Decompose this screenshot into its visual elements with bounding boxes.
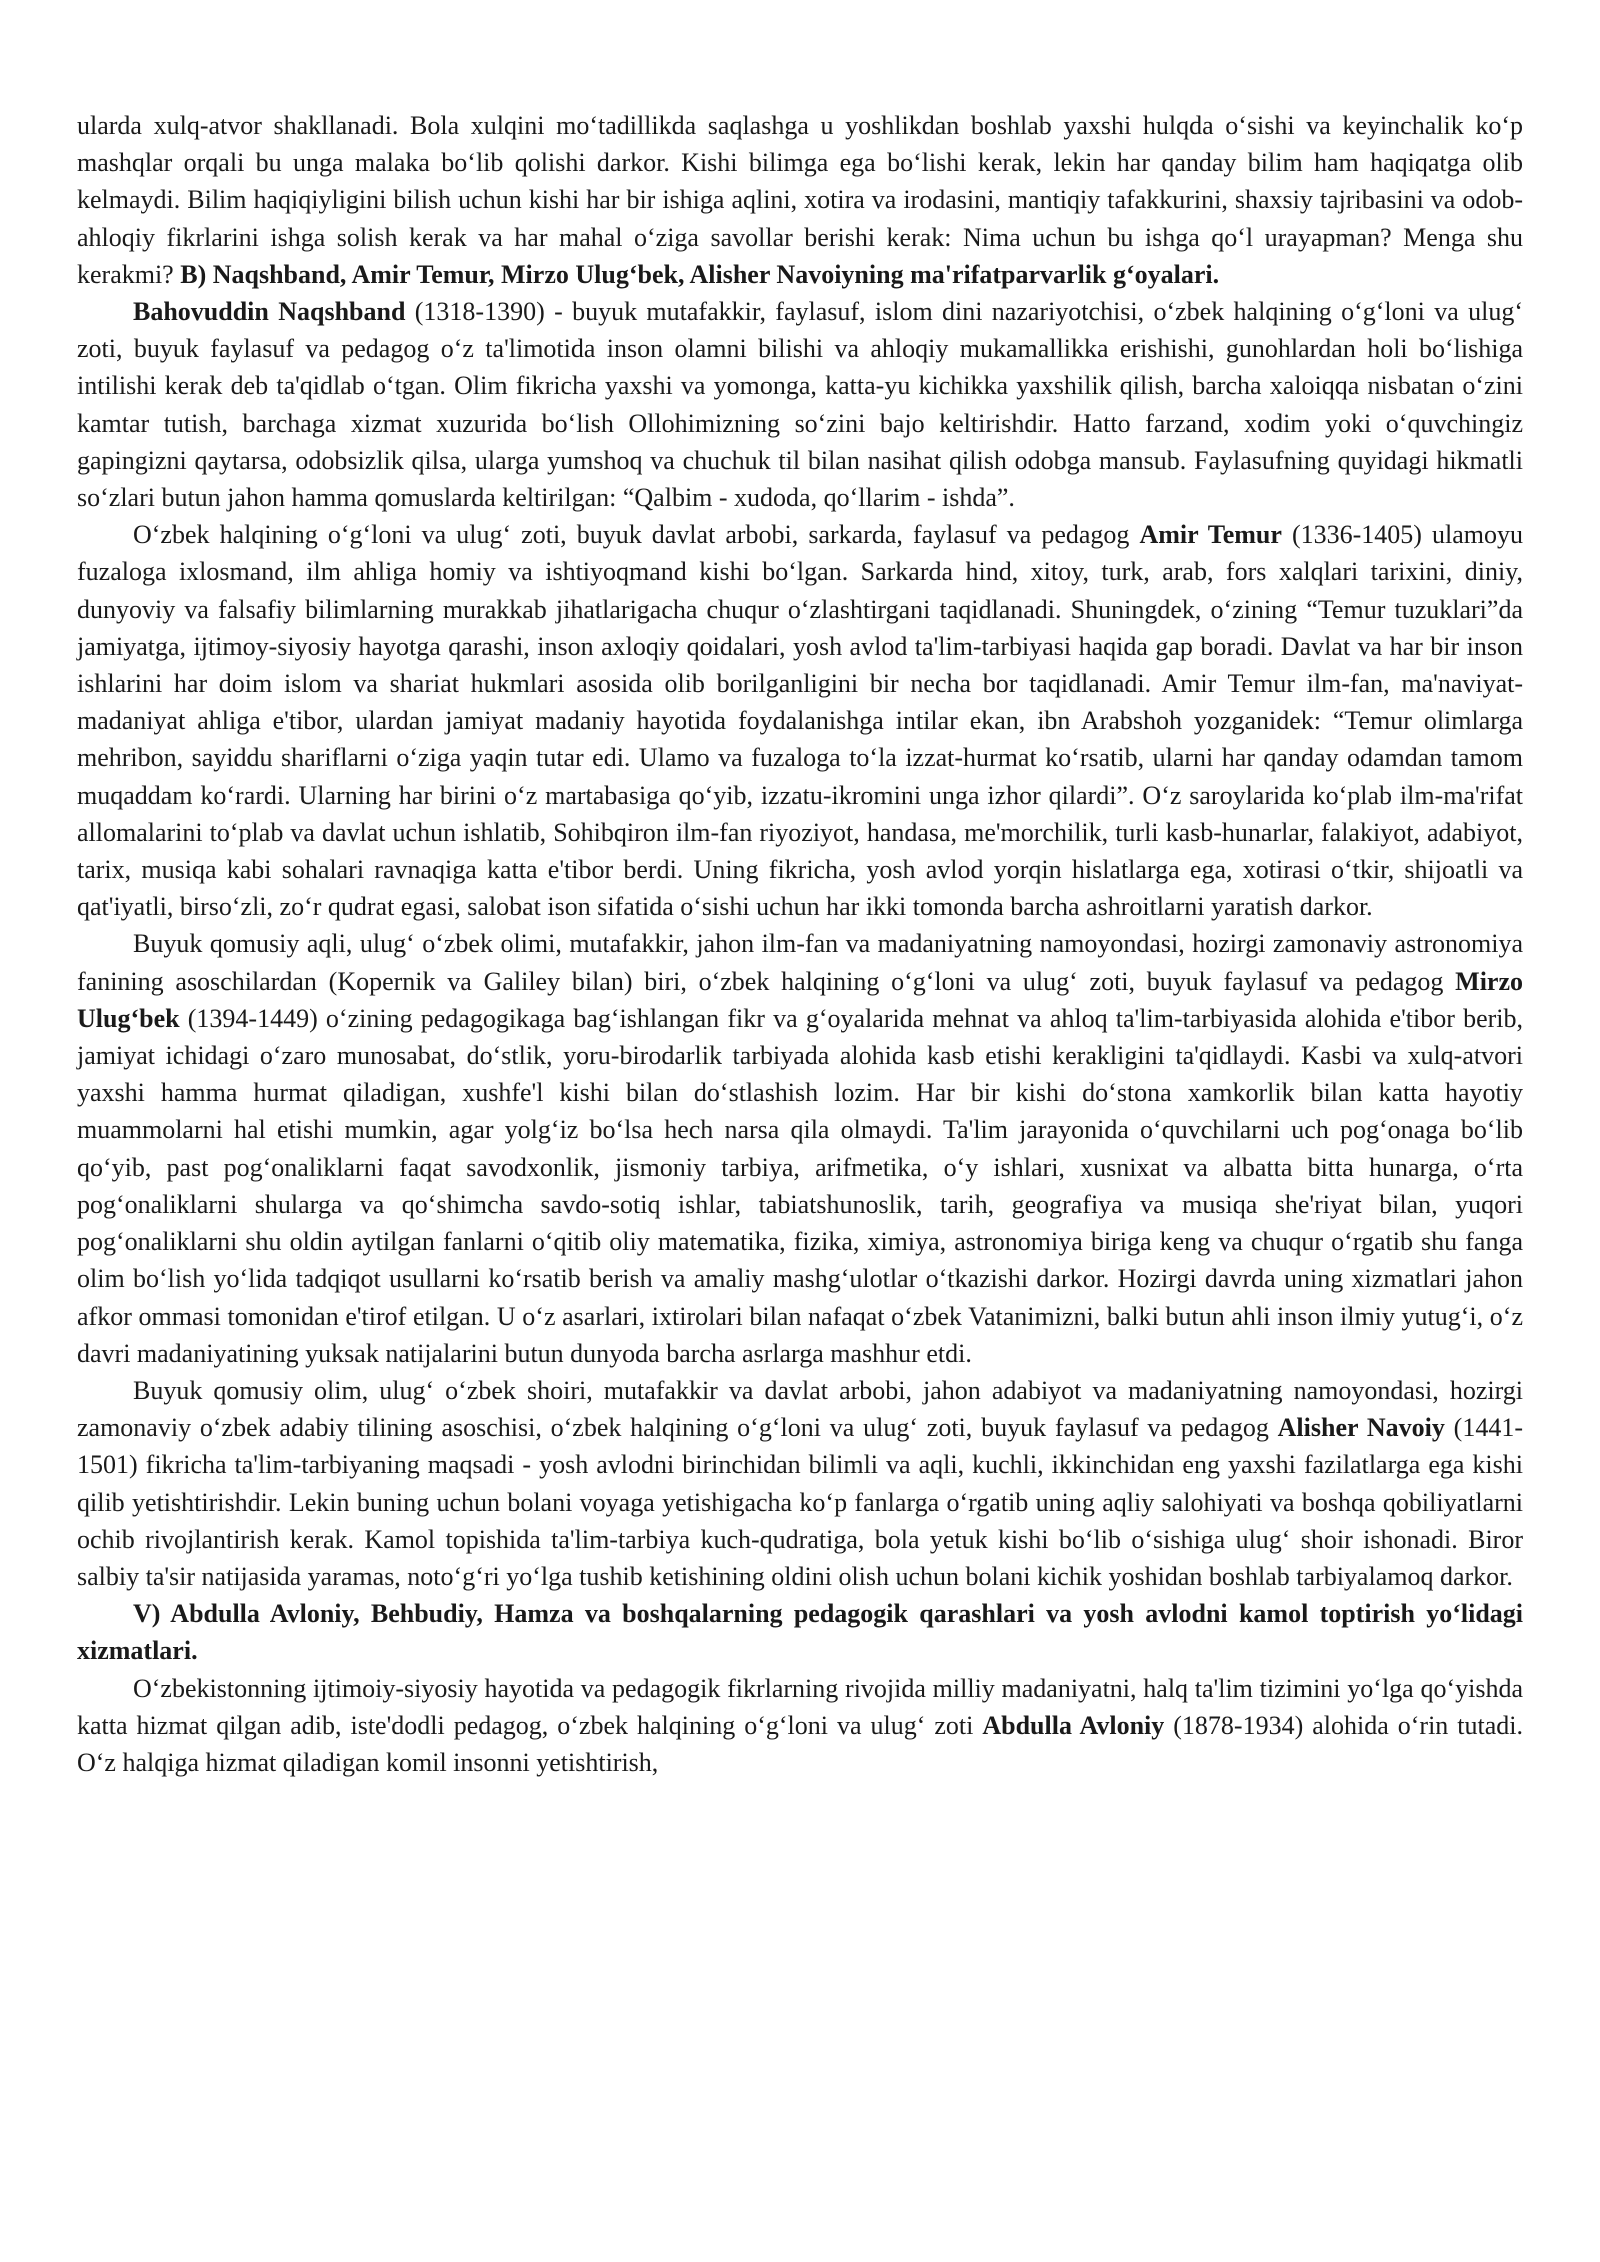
text-run: (1336-1405) ulamoyu fuzaloga ixlosmand, ilm ahliga homiy va ishtiyoqmand kishi bo‘lgan. Sarkarda hind, xitoy, turk, arab, fors xalqlari tarixini, diniy, dunyoviy va falsafiy bilimlarning murakkab jihatlarigacha chuqur o‘zlashtirgani taqidlanadi. Shuningdek, o‘zining “Temur tuzuklari”da jamiyatga, ijtimoy-siyosiy hayotga qarashi, inson axloqiy qoidalari, yosh avlod ta'lim-tarbiyasi haqida gap boradi. Davlat va har bir inson ishlarini har doim islom va shariat hukmlari asosida olib borilganligini bir necha bor taqidlanadi. Amir Temur ilm-fan, ma'naviyat-madaniyat ahliga e'tibor, ulardan jamiyat madaniy hayotida foydalanishga intilar ekan, ibn Arabshoh yozganidek: “Temur olimlarga mehribon, sayiddu shariflarni o‘ziga yaqin tutar edi. Ulamo va fuzaloga to‘la izzat-hurmat ko‘rsatib, ularni har qanday odamdan tamom muqaddam ko‘rardi. Ularning har birini o‘z martabasiga qo‘yib, izzatu-ikromini unga izhor qilardi”. O‘z saroylarida ko‘plab ilm-ma'rifat allomalarini to‘plab va davlat uchun ishlatib, Sohibqiron ilm-fan riyoziyot, handasa, me'morchilik, turli kasb-hunarlar, falakiyot, adabiyot, tarix, musiqa kabi sohalari ravnaqiga katta e'tibor berdi. Uning fikricha, yosh avlod yorqin hislatlarga ega, xotirasi o‘tkir, shijoatli va qat'iyatli, birso‘zli, zo‘r qudrat egasi, salobat ison sifatida o‘sishi uchun har ikki tomonda barcha ashroitlarni yaratish darkor. (77, 520, 1523, 922)
name-abdulla-avloniy: Abdulla Avloniy (982, 1710, 1165, 1740)
paragraph-navoiy (77, 1372, 1523, 1595)
paragraph-avloniy (77, 1670, 1523, 1782)
section-heading-v (77, 1595, 1523, 1669)
text-run: O‘zbekistonning ijtimoiy-siyosiy hayotida va pedagogik fikrlarning rivojida milliy madaniyatni, halq ta'lim tizimini yo‘lga qo‘yishda katta hizmat qilgan adib, iste'dodli pedagog, o‘zbek halqining o‘g‘loni va ulug‘ zoti (77, 1673, 1523, 1740)
document-page (77, 107, 1523, 1781)
name-amir-temur: Amir Temur (1139, 520, 1282, 550)
name-mirzo-ulugbek: Mirzo Ulug‘bek (77, 966, 1523, 1033)
text-run: O‘zbek halqining o‘g‘loni va ulug‘ zoti, buyuk davlat arbobi, sarkarda, faylasuf va pedagog (133, 520, 1140, 550)
section-heading-b: B) Naqshband, Amir Temur, Mirzo Ulug‘bek, Alisher Navoiyning ma'rifatparvarlik g‘oyalari. (180, 259, 1220, 289)
name-naqshband: Bahovuddin Naqshband (133, 297, 406, 327)
heading-text: V) Abdulla Avloniy, Behbudiy, Hamza va boshqalarning pedagogik qarashlari va yosh avlodni kamol toptirish yo‘lidagi xizmatlari. (77, 1599, 1523, 1666)
text-run: Buyuk qomusiy olim, ulug‘ o‘zbek shoiri, mutafakkir va davlat arbobi, jahon adabiyot va madaniyatning namoyondasi, hozirgi zamonaviy o‘zbek adabiy tilining asoschisi, o‘zbek halqining o‘g‘loni va ulug‘ zoti, buyuk faylasuf va pedagog (77, 1375, 1523, 1443)
paragraph-naqshband (77, 293, 1523, 516)
paragraph-ulugbek (77, 925, 1523, 1371)
text-run: Buyuk qomusiy aqli, ulug‘ o‘zbek olimi, mutafakkir, jahon ilm-fan va madaniyatning namoyondasi, hozirgi zamonaviy astronomiya fanining asoschilardan (Kopernik va Galiley bilan) biri, o‘zbek halqining o‘g‘loni va ulug‘ zoti, buyuk faylasuf va pedagog (77, 929, 1523, 996)
text-run: ularda xulq-atvor shakllanadi. Bola xulqini mo‘tadillikda saqlashga u yoshlikdan boshlab yaxshi hulqda o‘sishi va keyinchalik ko‘p mashqlar orqali bu unga malaka bo‘lib qolishi darkor. Kishi bilimga ega bo‘lishi kerak, lekin har qanday bilim ham haqiqatga olib kelmaydi. Bilim haqiqiyligini bilish uchun kishi har bir ishiga aqlini, xotira va irodasini, mantiqiy tafakkurini, shaxsiy tajribasini va odob-ahloqiy fikrlarini ishga solish kerak va har mahal o‘ziga savollar berishi kerak: Nima uchun bu ishga qo‘l urayapman? Menga shu kerakmi? (77, 111, 1523, 289)
name-alisher-navoiy: Alisher Navoiy (1277, 1413, 1445, 1443)
text-run: (1394-1449) o‘zining pedagogikaga bag‘ishlangan fikr va g‘oyalarida mehnat va ahloq ta'lim-tarbiyasida alohida e'tibor berib, jamiyat ichidagi o‘zaro munosabat, do‘stlik, yoru-birodarlik tarbiyada alohida kasb etishi kerakligini ta'qidlaydi. Kasbi va xulq-atvori yaxshi hamma hurmat qiladigan, xushfe'l kishi bilan do‘stlashish lozim. Har bir kishi do‘stona xamkorlik bilan katta hayotiy muammolarni hal etishi mumkin, agar yolg‘iz bo‘lsa hech narsa qila olmaydi. Ta'lim jarayonida o‘quvchilarni uch pog‘onaga bo‘lib qo‘yib, past pog‘onaliklarni faqat savodxonlik, jismoniy tarbiya, arifmetika, o‘y ishlari, xusnixat va albatta bitta hunarga, o‘rta pog‘onaliklarni shularga va qo‘shimcha savdo-sotiq ishlar, tabiatshunoslik, tarih, geografiya va musiqa she'riyat bilan, yuqori pog‘onaliklarni shu oldin aytilgan fanlarni o‘qitib oliy matematika, fizika, ximiya, astronomiya biriga keng va chuqur o‘rgatib shu fanga olim bo‘lish yo‘lida tadqiqot usullarni ko‘rsatib berish va amaliy mashg‘ulotlar o‘tkazishi darkor. Hozirgi davrda uning xizmatlari jahon afkor ommasi tomonidan e'tirof etilgan. U o‘z asarlari, ixtirolari bilan nafaqat o‘zbek Vatanimizni, balki butun ahli inson ilmiy yutug‘i, o‘z davri madaniyatining yuksak natijalarini butun dunyoda barcha asrlarga mashhur etdi. (77, 1003, 1523, 1368)
paragraph-intro (77, 107, 1523, 293)
text-run: (1441-1501) fikricha ta'lim-tarbiyaning maqsadi - yosh avlodni birinchidan bilimli va aqli, kuchli, ikkinchidan eng yaxshi fazilatlarga ega kishi qilib yetishtirishdir. Lekin buning uchun bolani voyaga yetishigacha ko‘p fanlarga o‘rgatib uning aqliy salohiyati va boshqa qobiliyatlarni ochib rivojlantirish kerak. Kamol topishida ta'lim-tarbiya kuch-qudratiga, bola yetuk kishi bo‘lib o‘sishiga ulug‘ shoir ishonadi. Biror salbiy ta'sir natijasida yaramas, noto‘g‘ri yo‘lga tushib ketishining oldini olish uchun bolani kichik yoshidan boshlab tarbiyalamoq darkor. (77, 1413, 1523, 1591)
paragraph-amir-temur (77, 516, 1523, 925)
text-run: (1878-1934) alohida o‘rin tutadi. O‘z halqiga hizmat qiladigan komil insonni yetishtirish, (77, 1710, 1523, 1777)
text-run: (1318-1390) - buyuk mutafakkir, faylasuf, islom dini nazariyotchisi, o‘zbek halqining o‘g‘loni va ulug‘ zoti, buyuk faylasuf va pedagog o‘z ta'limotida inson olamni bilishi va ahloqiy mukamallikka erishishi, gunohlardan holi bo‘lishiga intilishi kerak deb ta'qidlab o‘tgan. Olim fikricha yaxshi va yomonga, katta-yu kichikka yaxshilik qilish, barcha xaloiqqa nisbatan o‘zini kamtar tutish, barchaga xizmat xuzurida bo‘lish Ollohimizning so‘zini bajo keltirishdir. Hatto farzand, xodim yoki o‘quvchingiz gapingizni qaytarsa, odobsizlik qilsa, ularga yumshoq va chuchuk til bilan nasihat qilish odobga mansub. Faylasufning quyidagi hikmatli so‘zlari butun jahon hamma qomuslarda keltirilgan: “Qalbim - xudoda, qo‘llarim - ishda”. (77, 297, 1523, 513)
